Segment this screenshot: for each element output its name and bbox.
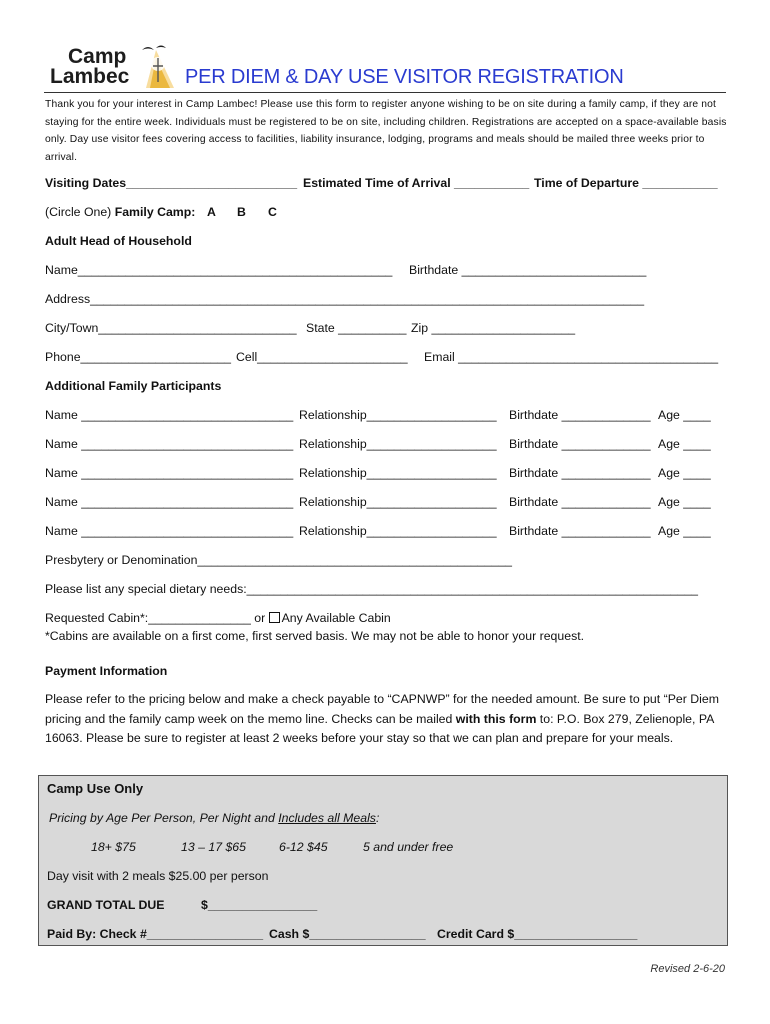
price-teen: 13 – 17 $65 <box>181 840 246 854</box>
cash-field[interactable]: Cash $_________________ <box>269 927 426 941</box>
departure-time-field[interactable]: Time of Departure ___________ <box>534 176 718 190</box>
requested-cabin-row <box>45 610 391 626</box>
participant-name-field[interactable]: Name _______________________________ <box>45 495 294 509</box>
grand-total-label: GRAND TOTAL DUE <box>47 898 165 912</box>
camp-logo <box>48 44 180 92</box>
phone-field[interactable]: Phone______________________ <box>45 350 232 364</box>
check-number-field[interactable]: Paid By: Check #_________________ <box>47 927 264 941</box>
participant-relationship-field[interactable]: Relationship___________________ <box>299 437 497 451</box>
intro-text: Thank you for your interest in Camp Lambec! Please use this form to register anyone wishing to be on site during a family camp, if they are not staying for the entire week. Individuals must be registered to be on site, including children. Registrations are accepted on a space-available basis only. Day use visitor fees covering access to facilities, liability insurance, lodging, programs and meals should be mailed three weeks prior to arrival. <box>45 99 727 163</box>
participant-relationship-field[interactable]: Relationship___________________ <box>299 408 497 422</box>
email-field[interactable]: Email ______________________________________ <box>424 350 719 364</box>
participant-relationship-field[interactable]: Relationship___________________ <box>299 466 497 480</box>
requested-cabin-field[interactable]: Requested Cabin*:_______________ or <box>45 611 266 625</box>
participant-age-field[interactable]: Age ____ <box>658 495 711 509</box>
payment-text-bold: with this form <box>455 711 537 726</box>
participant-relationship-field[interactable]: Relationship___________________ <box>299 524 497 538</box>
pricing-suffix: : <box>375 811 380 825</box>
participant-age-field[interactable]: Age ____ <box>658 437 711 451</box>
cell-field[interactable]: Cell______________________ <box>236 350 408 364</box>
head-name-field[interactable]: Name______________________________________________ <box>45 263 393 277</box>
additional-family-heading: Additional Family Participants <box>45 379 222 393</box>
visiting-dates-field[interactable]: Visiting Dates_________________________ <box>45 176 298 190</box>
price-adult: 18+ $75 <box>91 840 136 854</box>
participant-birthdate-field[interactable]: Birthdate _____________ <box>509 408 651 422</box>
participant-age-field[interactable]: Age ____ <box>658 408 711 422</box>
participant-birthdate-field[interactable]: Birthdate _____________ <box>509 524 651 538</box>
circle-one-label: (Circle One) <box>45 205 115 219</box>
any-cabin-label: Any Available Cabin <box>281 611 391 625</box>
title-divider <box>44 92 726 93</box>
zip-field[interactable]: Zip _____________________ <box>411 321 576 335</box>
day-visit-price: Day visit with 2 meals $25.00 per person <box>47 869 269 883</box>
pricing-underlined: Includes all Meals <box>278 811 376 825</box>
participant-relationship-field[interactable]: Relationship___________________ <box>299 495 497 509</box>
payment-text-2: to: P.O. Box 279, Zelienople, PA 16063. Please be sure to register at least 2 weeks before your stay so that we can plan and prepare for your meals. <box>45 711 714 745</box>
family-camp-option-c[interactable]: C <box>268 205 277 219</box>
price-under-five: 5 and under free <box>363 840 454 854</box>
camp-use-heading: Camp Use Only <box>47 781 144 796</box>
price-child: 6-12 $45 <box>279 840 328 854</box>
family-camp-option-b[interactable]: B <box>237 205 246 219</box>
revision-date: Revised 2-6-20 <box>650 963 725 975</box>
payment-instructions <box>45 690 725 749</box>
cabin-note: *Cabins are available on a first come, first served basis. We may not be able to honor your request. <box>45 629 585 643</box>
family-camp-label: Family Camp: <box>114 205 196 219</box>
grand-total-field[interactable]: $________________ <box>201 898 318 912</box>
form-title: PER DIEM & DAY USE VISITOR REGISTRATION <box>185 66 624 88</box>
payment-text-1: Please refer to the pricing below and make a check payable to “CAPNWP” for the needed amount. Be sure to put “Per Diem pricing and the family camp week on the memo line. Checks can be mailed <box>45 692 719 726</box>
head-birthdate-field[interactable]: Birthdate ___________________________ <box>409 263 647 277</box>
presbytery-field[interactable]: Presbytery or Denomination______________________________________________ <box>45 553 513 567</box>
logo-line1: Camp <box>68 45 127 68</box>
payment-heading: Payment Information <box>45 664 168 678</box>
participant-name-field[interactable]: Name _______________________________ <box>45 437 294 451</box>
head-of-household-heading: Adult Head of Household <box>45 234 192 248</box>
logo-mark-icon <box>136 44 176 90</box>
arrival-time-field[interactable]: Estimated Time of Arrival ___________ <box>303 176 530 190</box>
participant-name-field[interactable]: Name _______________________________ <box>45 408 294 422</box>
dietary-needs-field[interactable]: Please list any special dietary needs:__________________________________________________________________ <box>45 582 699 596</box>
family-camp-row <box>45 204 195 220</box>
logo-line2: Lambec <box>50 65 130 88</box>
state-field[interactable]: State __________ <box>306 321 407 335</box>
participant-birthdate-field[interactable]: Birthdate _____________ <box>509 495 651 509</box>
participant-name-field[interactable]: Name _______________________________ <box>45 466 294 480</box>
pricing-description <box>49 811 379 825</box>
camp-use-only-box <box>38 775 728 946</box>
participant-age-field[interactable]: Age ____ <box>658 466 711 480</box>
city-field[interactable]: City/Town_____________________________ <box>45 321 297 335</box>
credit-card-field[interactable]: Credit Card $__________________ <box>437 927 638 941</box>
participant-birthdate-field[interactable]: Birthdate _____________ <box>509 437 651 451</box>
address-field[interactable]: Address_________________________________________________________________________________ <box>45 292 645 306</box>
participant-age-field[interactable]: Age ____ <box>658 524 711 538</box>
any-cabin-checkbox[interactable] <box>269 612 280 623</box>
family-camp-option-a[interactable]: A <box>207 205 216 219</box>
participant-birthdate-field[interactable]: Birthdate _____________ <box>509 466 651 480</box>
pricing-prefix: Pricing by Age Per Person, Per Night and <box>49 811 279 825</box>
participant-name-field[interactable]: Name _______________________________ <box>45 524 294 538</box>
